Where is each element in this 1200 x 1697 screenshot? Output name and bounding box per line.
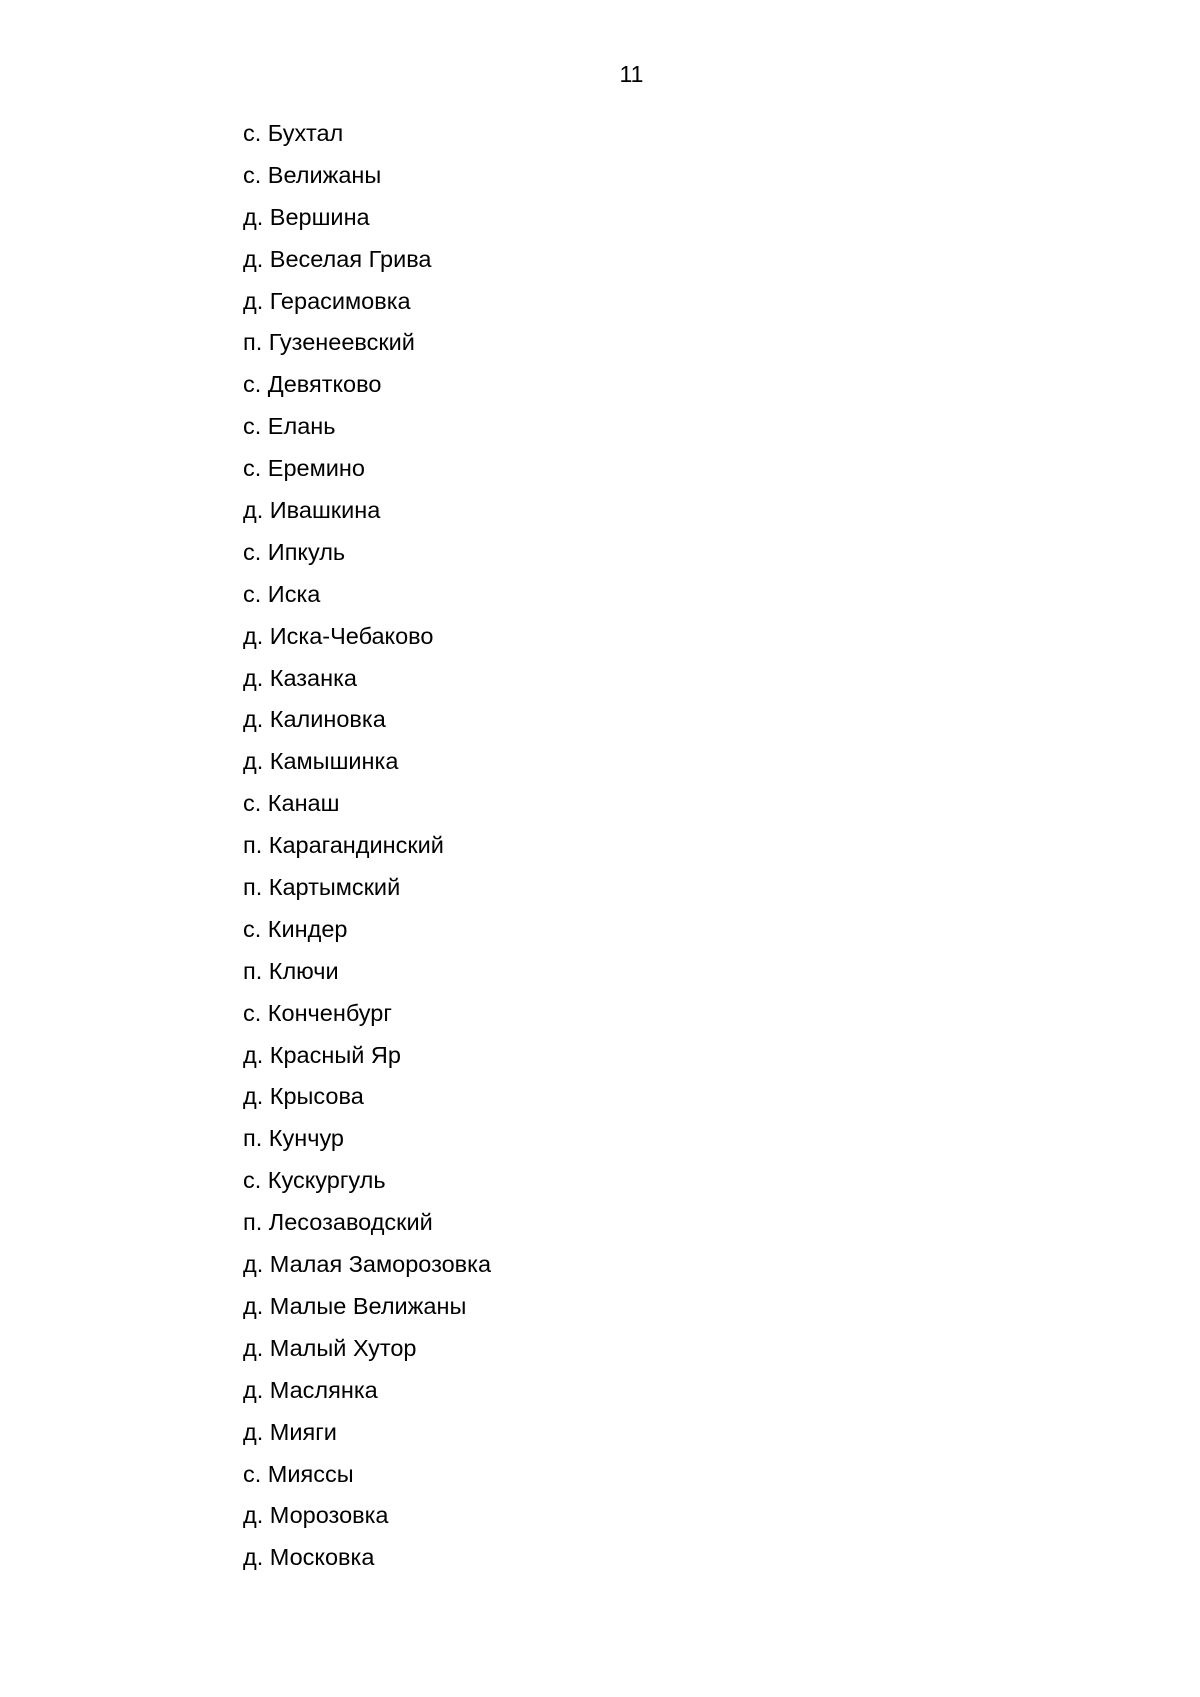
settlement-item: д. Ивашкина <box>243 497 381 524</box>
settlement-item: д. Мияги <box>243 1418 337 1445</box>
settlement-item: д. Калиновка <box>243 706 386 733</box>
settlement-item: с. Девятково <box>243 371 382 398</box>
settlement-item: с. Еремино <box>243 455 365 482</box>
settlement-item: д. Камышинка <box>243 748 399 775</box>
settlement-item: с. Конченбург <box>243 999 392 1026</box>
settlement-item: с. Кускургуль <box>243 1167 386 1194</box>
settlement-item: д. Красный Яр <box>243 1041 401 1068</box>
settlement-item: д. Малый Хутор <box>243 1334 417 1361</box>
settlement-item: п. Кунчур <box>243 1125 344 1152</box>
settlement-item: д. Иска-Чебаково <box>243 622 434 649</box>
settlement-item: д. Морозовка <box>243 1502 389 1529</box>
settlement-item: с. Мияссы <box>243 1460 354 1487</box>
settlement-item: с. Ипкуль <box>243 538 346 565</box>
page-number: 11 <box>619 61 644 87</box>
settlement-item: с. Елань <box>243 413 336 440</box>
settlement-item: с. Киндер <box>243 915 348 942</box>
settlement-item: с. Канаш <box>243 790 340 817</box>
settlement-item: п. Картымский <box>243 874 401 901</box>
settlement-item: д. Герасимовка <box>243 287 411 314</box>
settlement-item: д. Крысова <box>243 1083 364 1110</box>
settlement-item: д. Московка <box>243 1544 375 1571</box>
settlement-item: д. Малые Велижаны <box>243 1292 467 1319</box>
settlement-list <box>243 120 491 1586</box>
settlement-item: п. Карагандинский <box>243 832 444 859</box>
settlement-item: д. Веселая Грива <box>243 245 432 272</box>
settlement-item: с. Велижаны <box>243 161 382 188</box>
settlement-item: п. Лесозаводский <box>243 1209 433 1236</box>
settlement-item: п. Ключи <box>243 957 339 984</box>
settlement-item: д. Вершина <box>243 203 370 230</box>
settlement-item: п. Гузенеевский <box>243 329 415 356</box>
settlement-item: с. Бухтал <box>243 120 344 146</box>
settlement-item: д. Казанка <box>243 664 357 691</box>
settlement-item: с. Иска <box>243 580 321 607</box>
settlement-item: д. Маслянка <box>243 1376 378 1403</box>
settlement-item: д. Малая Заморозовка <box>243 1251 492 1278</box>
